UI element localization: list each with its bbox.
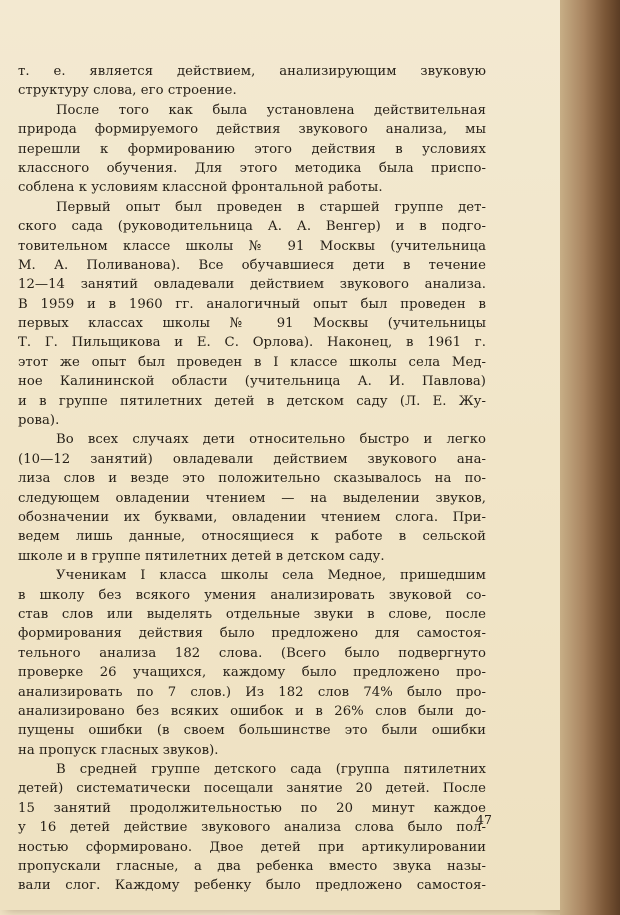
text-line: (10—12 занятий) овладевали действием звукового ана- [18,451,486,467]
text-line: тельного анализа 182 слова. (Всего было подвергнуто [18,645,486,661]
text-line: пропускали гласные, а два ребенка вместо звука назы- [18,859,486,875]
text-line: на пропуск гласных звуков). [18,742,219,758]
body-text [18,62,486,896]
text-line: первых классах школы № 91 Москвы (учительницы [18,316,486,332]
text-line: пущены ошибки (в своем большинстве это были ошибки [18,723,486,739]
text-line: классного обучения. Для этого методика была приспо- [18,160,486,176]
text-line: Т. Г. Пильщикова и Е. С. Орлова). Наконец, в 1961 г. [18,335,486,351]
text-line: соблена к условиям классной фронтальной работы. [18,180,383,196]
text-line: став слов или выделять отдельные звуки в слове, после [18,606,486,622]
text-line: детей) систематически посещали занятие 20 детей. После [18,781,486,797]
text-line: Первый опыт был проведен в старшей группе дет- [56,199,486,215]
text-line: Ученикам I класса школы села Медное, пришедшим [56,568,486,584]
text-line: школе и в группе пятилетних детей в детском саду. [18,548,385,564]
text-line: перешли к формированию этого действия в условиях [18,141,486,157]
text-line: лиза слов и везде это положительно сказывалось на по- [18,471,486,487]
text-line: 15 занятий продолжительностью по 20 минут каждое [18,800,486,816]
text-line: следующем овладении чтением — на выделении звуков, [18,490,486,506]
text-line: ского сада (руководительница А. А. Венгер) и в подго- [18,219,486,235]
text-line: рова). [18,413,60,429]
text-line: В 1959 и в 1960 гг. аналогичный опыт был проведен в [18,296,486,312]
text-line: структуру слова, его строение. [18,83,237,99]
text-line: у 16 детей действие звукового анализа слова было пол- [18,820,486,836]
text-line: обозначении их буквами, овладении чтением слога. При- [18,509,486,525]
text-line: в школу без всякого умения анализировать звуковой со- [18,587,486,603]
text-line: товительном классе школы № 91 Москвы (учительница [18,238,486,254]
text-line: анализировано без всяких ошибок и в 26% слов были до- [18,703,486,719]
page-number: 47 [476,812,492,827]
text-line: природа формируемого действия звукового анализа, мы [18,122,486,138]
book-spine-edge [560,0,620,915]
text-line: вали слог. Каждому ребенку было предложено самостоя- [18,878,486,894]
text-line: и в группе пятилетних детей в детском саду (Л. Е. Жу- [18,393,486,409]
text-line: этот же опыт был проведен в I классе школы села Мед- [18,354,486,370]
text-line: В средней группе детского сада (группа пятилетних [56,762,486,778]
text-line: проверке 26 учащихся, каждому было предложено про- [18,665,486,681]
text-line: ное Калининской области (учительница А. И. Павлова) [18,374,486,390]
text-line: формирования действия было предложено для самостоя- [18,626,486,642]
text-line: т. е. является действием, анализирующим звуковую [18,64,486,79]
text-line: Во всех случаях дети относительно быстро и легко [56,432,486,448]
text-line: После того как была установлена действительная [56,102,486,118]
text-line: ведем лишь данные, относящиеся к работе в сельской [18,529,486,545]
text-line: 12—14 занятий овладевали действием звукового анализа. [18,277,486,293]
text-line: ностью сформировано. Двое детей при артикулировании [18,839,486,855]
text-line: М. А. Поливанова). Все обучавшиеся дети в течение [18,257,486,273]
text-line: анализировать по 7 слов.) Из 182 слов 74% было про- [18,684,486,700]
